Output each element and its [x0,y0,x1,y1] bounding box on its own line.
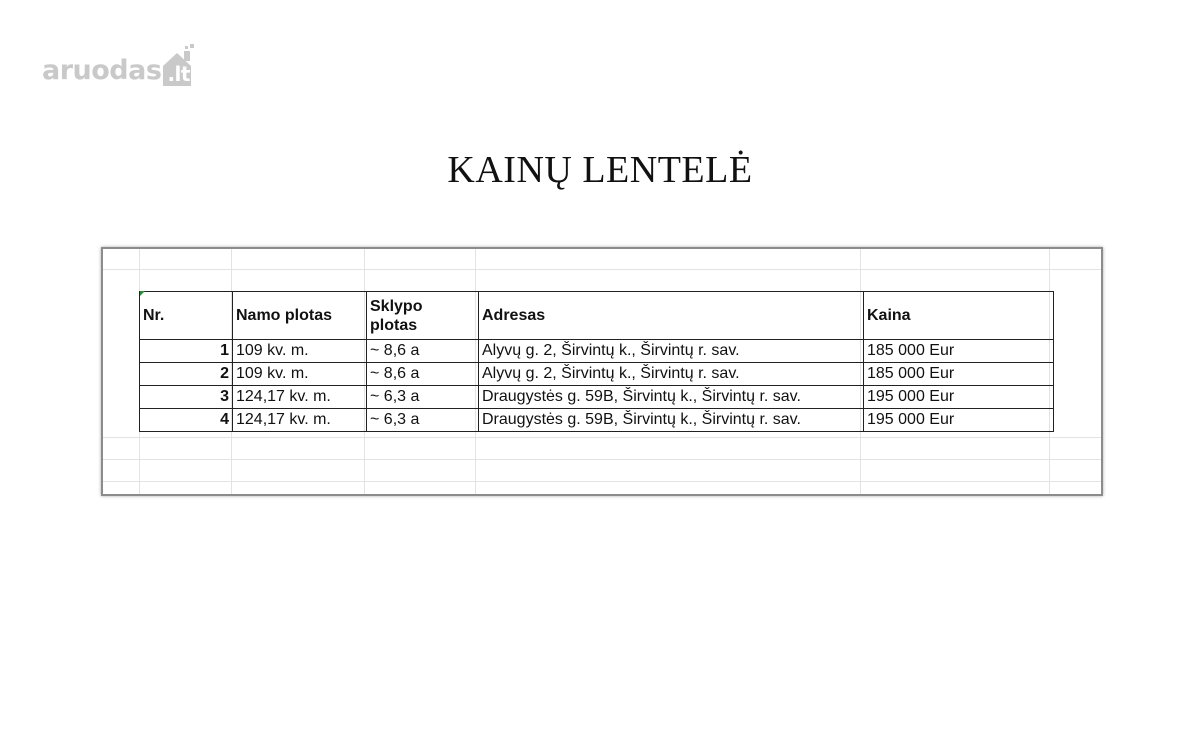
table-row [140,409,1054,432]
cell-nr[interactable]: 1 [140,340,233,363]
cell-adresas[interactable]: Draugystės g. 59B, Širvintų k., Širvintų r. sav. [479,409,864,432]
header-sklypo-line1: Sklypo [370,297,423,315]
cell-namo-plotas[interactable]: 124,17 kv. m. [233,386,367,409]
table-row [140,340,1054,363]
cell-nr[interactable]: 3 [140,386,233,409]
cell-kaina[interactable]: 195 000 Eur [864,386,1054,409]
cell-namo-plotas[interactable]: 124,17 kv. m. [233,409,367,432]
price-table [139,291,1054,432]
header-kaina[interactable]: Kaina [864,292,1054,340]
table-row [140,386,1054,409]
house-icon [163,44,199,88]
cell-sklypo-plotas[interactable]: ~ 8,6 a [367,363,479,386]
cell-kaina[interactable]: 185 000 Eur [864,363,1054,386]
table-row [140,363,1054,386]
cell-adresas[interactable]: Alyvų g. 2, Širvintų k., Širvintų r. sav. [479,363,864,386]
cell-namo-plotas[interactable]: 109 kv. m. [233,363,367,386]
cell-kaina[interactable]: 195 000 Eur [864,409,1054,432]
header-namo-plotas[interactable]: Namo plotas [233,292,367,340]
cell-marker-icon [140,291,145,296]
table-header-row [140,292,1054,340]
sheet-gridline [103,437,1101,438]
header-sklypo-plotas[interactable] [367,292,479,340]
page-title: KAINŲ LENTELĖ [447,149,753,191]
cell-kaina[interactable]: 185 000 Eur [864,340,1054,363]
sheet-gridline [103,269,1101,270]
aruodas-logo [42,44,199,88]
logo-tld: .lt [167,62,190,86]
header-nr[interactable]: Nr. [140,292,233,340]
cell-nr[interactable]: 2 [140,363,233,386]
cell-adresas[interactable]: Draugystės g. 59B, Širvintų k., Širvintų r. sav. [479,386,864,409]
cell-nr[interactable]: 4 [140,409,233,432]
logo-wordmark: aruodas [42,55,162,86]
cell-sklypo-plotas[interactable]: ~ 6,3 a [367,386,479,409]
cell-sklypo-plotas[interactable]: ~ 8,6 a [367,340,479,363]
cell-sklypo-plotas[interactable]: ~ 6,3 a [367,409,479,432]
spreadsheet-panel [101,247,1103,496]
header-sklypo-line2: plotas [370,316,418,334]
sheet-gridline [103,481,1101,482]
cell-adresas[interactable]: Alyvų g. 2, Širvintų k., Širvintų r. sav. [479,340,864,363]
header-adresas[interactable]: Adresas [479,292,864,340]
sheet-gridline [103,459,1101,460]
cell-namo-plotas[interactable]: 109 kv. m. [233,340,367,363]
